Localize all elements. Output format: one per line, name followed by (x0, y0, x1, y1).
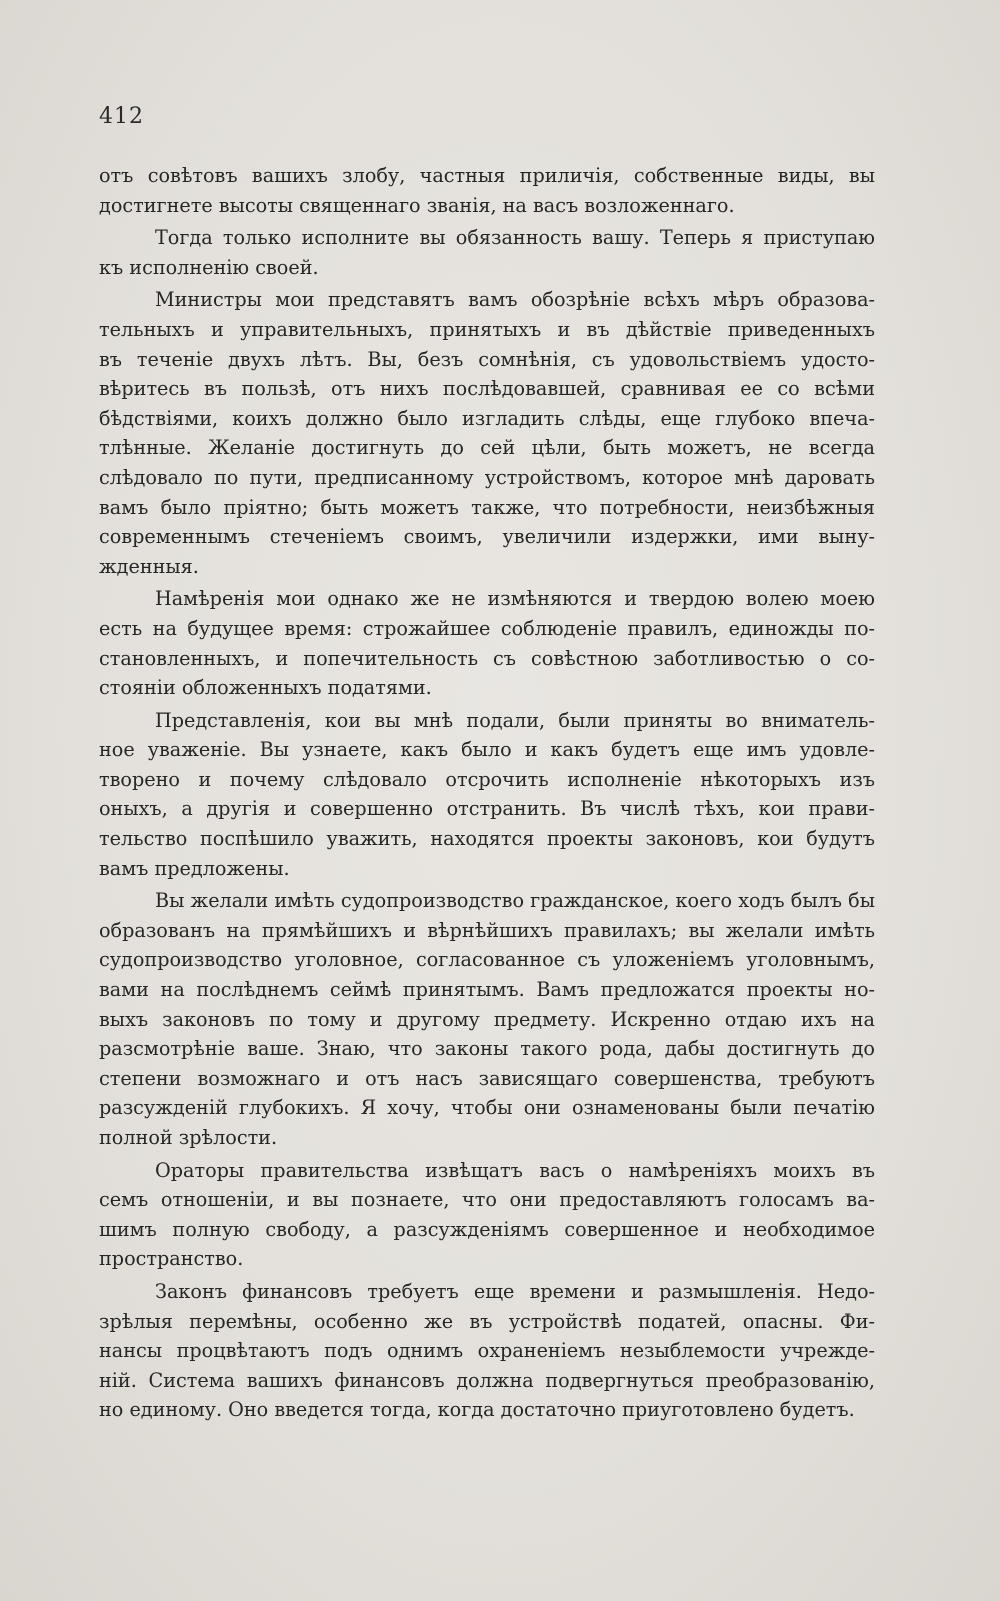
text-line: къ исполненію своей. (99, 255, 319, 279)
text-line: Законъ финансовъ требуетъ еще времени и размышленія. Недо- (155, 1279, 875, 1303)
text-line: достигнете высоты священнаго званія, на васъ возложеннаго. (99, 193, 735, 217)
text-line: вами на послѣднемъ сеймѣ принятымъ. Вамъ предложатся проекты но- (99, 978, 875, 1002)
text-line: вамъ предложены. (99, 856, 290, 880)
text-line: образованъ на прямѣйшихъ и вѣрнѣйшихъ правилахъ; вы желали имѣть (99, 918, 875, 942)
paragraph (99, 1277, 875, 1425)
text-line: оныхъ, а другія и совершенно отстранить. Въ числѣ тѣхъ, кои прави- (99, 797, 875, 821)
text-line: ній. Система вашихъ финансовъ должна подвергнуться преобразованію, (99, 1368, 875, 1392)
text-line: выхъ законовъ по тому и другому предмету. Искренно отдаю ихъ на (99, 1007, 875, 1031)
text-line: бѣдствіями, коихъ должно было изгладить слѣды, еще глубоко впеча- (99, 406, 875, 430)
text-line: вамъ было пріятно; быть можетъ также, что потребности, неизбѣжныя (99, 495, 875, 519)
text-line: разсужденій глубокихъ. Я хочу, чтобы они ознаменованы были печатію (99, 1096, 875, 1120)
text-line: судопроизводство уголовное, согласованное съ уложеніемъ уголовнымъ, (99, 948, 875, 972)
text-line: современнымъ стеченіемъ своимъ, увеличили издержки, ими выну- (99, 525, 875, 549)
paragraph (99, 161, 875, 220)
text-line: въ теченіе двухъ лѣтъ. Вы, безъ сомнѣнія, съ удовольствіемъ удосто- (99, 347, 875, 371)
text-line: Ораторы правительства извѣщатъ васъ о намѣреніяхъ моихъ въ (155, 1158, 875, 1182)
text-line: слѣдовало по пути, предписанному устройствомъ, которое мнѣ даровать (99, 465, 875, 489)
text-line: зрѣлыя перемѣны, особенно же въ устройствѣ податей, опасны. Фи- (99, 1309, 875, 1333)
text-line: ное уваженіе. Вы узнаете, какъ было и какъ будетъ еще имъ удовле- (99, 738, 875, 762)
body-text (99, 161, 875, 1428)
text-line: Вы желали имѣть судопроизводство гражданское, коего ходъ былъ бы (155, 889, 875, 913)
paragraph (99, 285, 875, 581)
page-number: 412 (99, 104, 144, 129)
text-line: тельныхъ и управительныхъ, принятыхъ и въ дѣйствіе приведенныхъ (99, 317, 875, 341)
text-line: Представленія, кои вы мнѣ подали, были приняты во вниматель- (155, 708, 875, 732)
text-line: но единому. Оно введется тогда, когда достаточно приуготовлено будетъ. (99, 1398, 855, 1422)
text-line: нансы процвѣтаютъ подъ однимъ охраненіемъ незыблемости учрежде- (99, 1339, 875, 1363)
text-line: семъ отношеніи, и вы познаете, что они предоставляютъ голосамъ ва- (99, 1188, 875, 1212)
paragraph (99, 223, 875, 282)
text-line: тельство поспѣшило уважить, находятся проекты законовъ, кои будутъ (99, 827, 875, 851)
paragraph (99, 1156, 875, 1274)
text-line: шимъ полную свободу, а разсужденіямъ совершенное и необходимое (99, 1217, 875, 1241)
text-line: вѣритесь въ пользѣ, отъ нихъ послѣдовавшей, сравнивая ее со всѣми (99, 377, 875, 401)
text-line: отъ совѣтовъ вашихъ злобу, частныя приличія, собственные виды, вы (99, 164, 875, 187)
text-line: разсмотрѣніе ваше. Знаю, что законы такого рода, дабы достигнуть до (99, 1037, 875, 1061)
text-line: пространство. (99, 1247, 244, 1271)
text-line: Министры мои представятъ вамъ обозрѣніе всѣхъ мѣръ образова- (155, 288, 875, 312)
paragraph (99, 706, 875, 884)
text-line: становленныхъ, и попечительность съ совѣстною заботливостью о со- (99, 646, 875, 670)
text-line: стояніи обложенныхъ податями. (99, 676, 432, 700)
paragraph (99, 584, 875, 702)
text-line: есть на будущее время: строжайшее соблюденіе правилъ, единожды по- (99, 616, 875, 640)
text-line: Тогда только исполните вы обязанность вашу. Теперь я приступаю (155, 226, 875, 250)
text-line: Намѣренія мои однако же не измѣняются и твердою волею моею (155, 587, 875, 611)
text-line: творено и почему слѣдовало отсрочить исполненіе нѣкоторыхъ изъ (99, 767, 875, 791)
paragraph (99, 886, 875, 1152)
text-line: степени возможнаго и отъ насъ зависящаго совершенства, требуютъ (99, 1066, 875, 1090)
text-line: полной зрѣлости. (99, 1126, 278, 1149)
text-line: тлѣнные. Желаніе достигнуть до сей цѣли, быть можетъ, не всегда (99, 436, 875, 460)
text-line: жденныя. (99, 554, 199, 578)
